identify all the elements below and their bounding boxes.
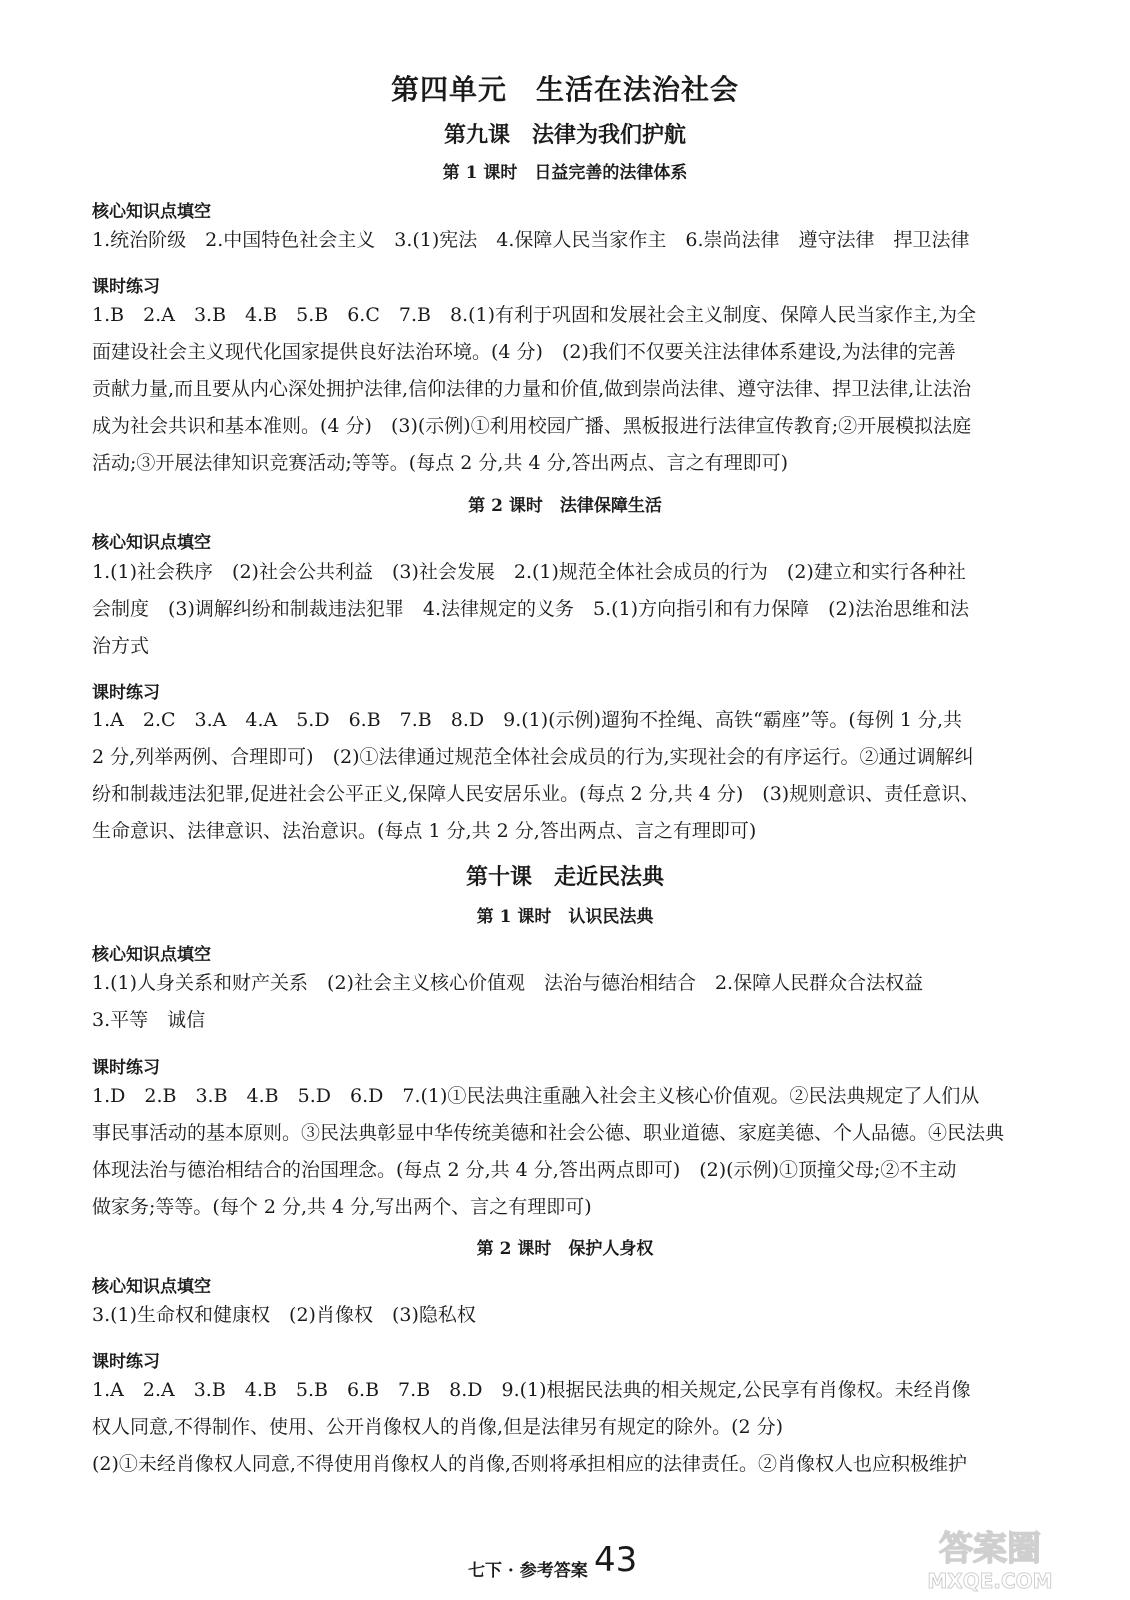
answer-line: 成为社会共识和基本准则。(4 分) (3)(示例)①利用校园广播、黑板报进行法律宣传教育;②开展模拟法庭	[92, 415, 972, 437]
answer-line: 纷和制裁违法犯罪,促进社会公平正义,保障人民安居乐业。(每点 2 分,共 4 分) (3)规则意识、责任意识、	[92, 783, 980, 805]
practice-answers	[92, 1078, 1052, 1226]
answer-line: 1.D 2.B 3.B 4.B 5.D 6.D 7.(1)①民法典注重融入社会主义核心价值观。②民法典规定了人们从	[92, 1085, 980, 1107]
practice-label: 课时练习	[92, 1058, 160, 1078]
lesson9-period1-title: 第 1 课时 日益完善的法律体系	[442, 163, 688, 183]
answer-line: 治方式	[92, 635, 150, 657]
answer-line: 生命意识、法律意识、法治意识。(每点 1 分,共 2 分,答出两点、言之有理即可)	[92, 820, 757, 842]
core-knowledge-answers	[92, 965, 1052, 1039]
lesson9-title: 第九课 法律为我们护航	[443, 122, 686, 148]
unit-title: 第四单元 生活在法治社会	[390, 73, 739, 106]
answer-line: 活动;③开展法律知识竞赛活动;等等。(每点 2 分,共 4 分,答出两点、言之有理即可)	[92, 452, 789, 474]
practice-answers	[92, 1372, 1052, 1483]
footer-label: 七下 · 参考答案	[468, 1561, 588, 1581]
lesson10-title: 第十课 走近民法典	[465, 864, 664, 890]
answer-line: 3.(1)生命权和健康权 (2)肖像权 (3)隐私权	[92, 1304, 476, 1326]
core-knowledge-label: 核心知识点填空	[92, 945, 211, 965]
core-knowledge-answers	[92, 554, 1052, 665]
answer-line: (2)①未经肖像权人同意,不得使用肖像权人的肖像,否则将承担相应的法律责任。②肖像权人也应积极维护	[92, 1453, 967, 1475]
answer-line: 面建设社会主义现代化国家提供良好法治环境。(4 分) (2)我们不仅要关注法律体系建设,为法律的完善	[92, 341, 956, 363]
answer-line: 1.A 2.A 3.B 4.B 5.B 6.B 7.B 8.D 9.(1)根据民法典的相关规定,公民享有肖像权。未经肖像	[92, 1379, 971, 1401]
practice-label: 课时练习	[92, 277, 160, 297]
practice-answers	[92, 297, 1052, 482]
answer-line: 会制度 (3)调解纠纷和制裁违法犯罪 4.法律规定的义务 5.(1)方向指引和有力保障 (2)法治思维和法	[92, 598, 969, 620]
answer-line: 1.A 2.C 3.A 4.A 5.D 6.B 7.B 8.D 9.(1)(示例)遛狗不拴绳、高铁“霸座”等。(每例 1 分,共	[92, 709, 963, 731]
core-knowledge-answers	[92, 1297, 1052, 1334]
svg-text:MXQE.COM: MXQE.COM	[927, 1569, 1053, 1593]
lesson10-period1-title: 第 1 课时 认识民法典	[476, 907, 654, 927]
answer-line: 事民事活动的基本原则。③民法典彰显中华传统美德和社会公德、职业道德、家庭美德、个人品德。④民法典	[92, 1122, 1005, 1144]
core-knowledge-answers	[92, 222, 1052, 259]
answer-line: 1.(1)人身关系和财产关系 (2)社会主义核心价值观 法治与德治相结合 2.保障人民群众合法权益	[92, 972, 924, 994]
practice-answers	[92, 702, 1052, 850]
answer-line: 1.统治阶级 2.中国特色社会主义 3.(1)宪法 4.保障人民当家作主 6.崇尚法律 遵守法律 捍卫法律	[92, 229, 970, 251]
practice-label: 课时练习	[92, 1352, 160, 1372]
practice-label: 课时练习	[92, 683, 160, 703]
core-knowledge-label: 核心知识点填空	[92, 1277, 211, 1297]
answer-line: 1.B 2.A 3.B 4.B 5.B 6.C 7.B 8.(1)有利于巩固和发展社会主义制度、保障人民当家作主,为全	[92, 304, 977, 326]
answer-line: 2 分,列举两例、合理即可) (2)①法律通过规范全体社会成员的行为,实现社会的有序运行。②通过调解纠	[92, 746, 974, 768]
answer-line: 1.(1)社会秩序 (2)社会公共利益 (3)社会发展 2.(1)规范全体社会成员的行为 (2)建立和实行各种社	[92, 561, 966, 583]
answer-line: 权人同意,不得制作、使用、公开肖像权人的肖像,但是法律另有规定的除外。(2 分)	[92, 1416, 784, 1438]
lesson10-period2-title: 第 2 课时 保护人身权	[476, 1239, 654, 1259]
page-number: 43	[594, 1540, 638, 1580]
answer-line: 贡献力量,而且要从内心深处拥护法律,信仰法律的力量和价值,做到崇尚法律、遵守法律、捍卫法律,让法治	[92, 378, 972, 400]
watermark-logo-icon	[900, 1522, 1080, 1594]
answer-line: 3.平等 诚信	[92, 1009, 206, 1031]
core-knowledge-label: 核心知识点填空	[92, 533, 211, 553]
lesson9-period2-title: 第 2 课时 法律保障生活	[468, 496, 662, 516]
svg-text:答案圈: 答案圈	[939, 1529, 1041, 1569]
answer-line: 做家务;等等。(每个 2 分,共 4 分,写出两个、言之有理即可)	[92, 1196, 592, 1218]
answer-line: 体现法治与德治相结合的治国理念。(每点 2 分,共 4 分,答出两点即可) (2)(示例)①顶撞父母;②不主动	[92, 1159, 957, 1181]
core-knowledge-label: 核心知识点填空	[92, 202, 211, 222]
